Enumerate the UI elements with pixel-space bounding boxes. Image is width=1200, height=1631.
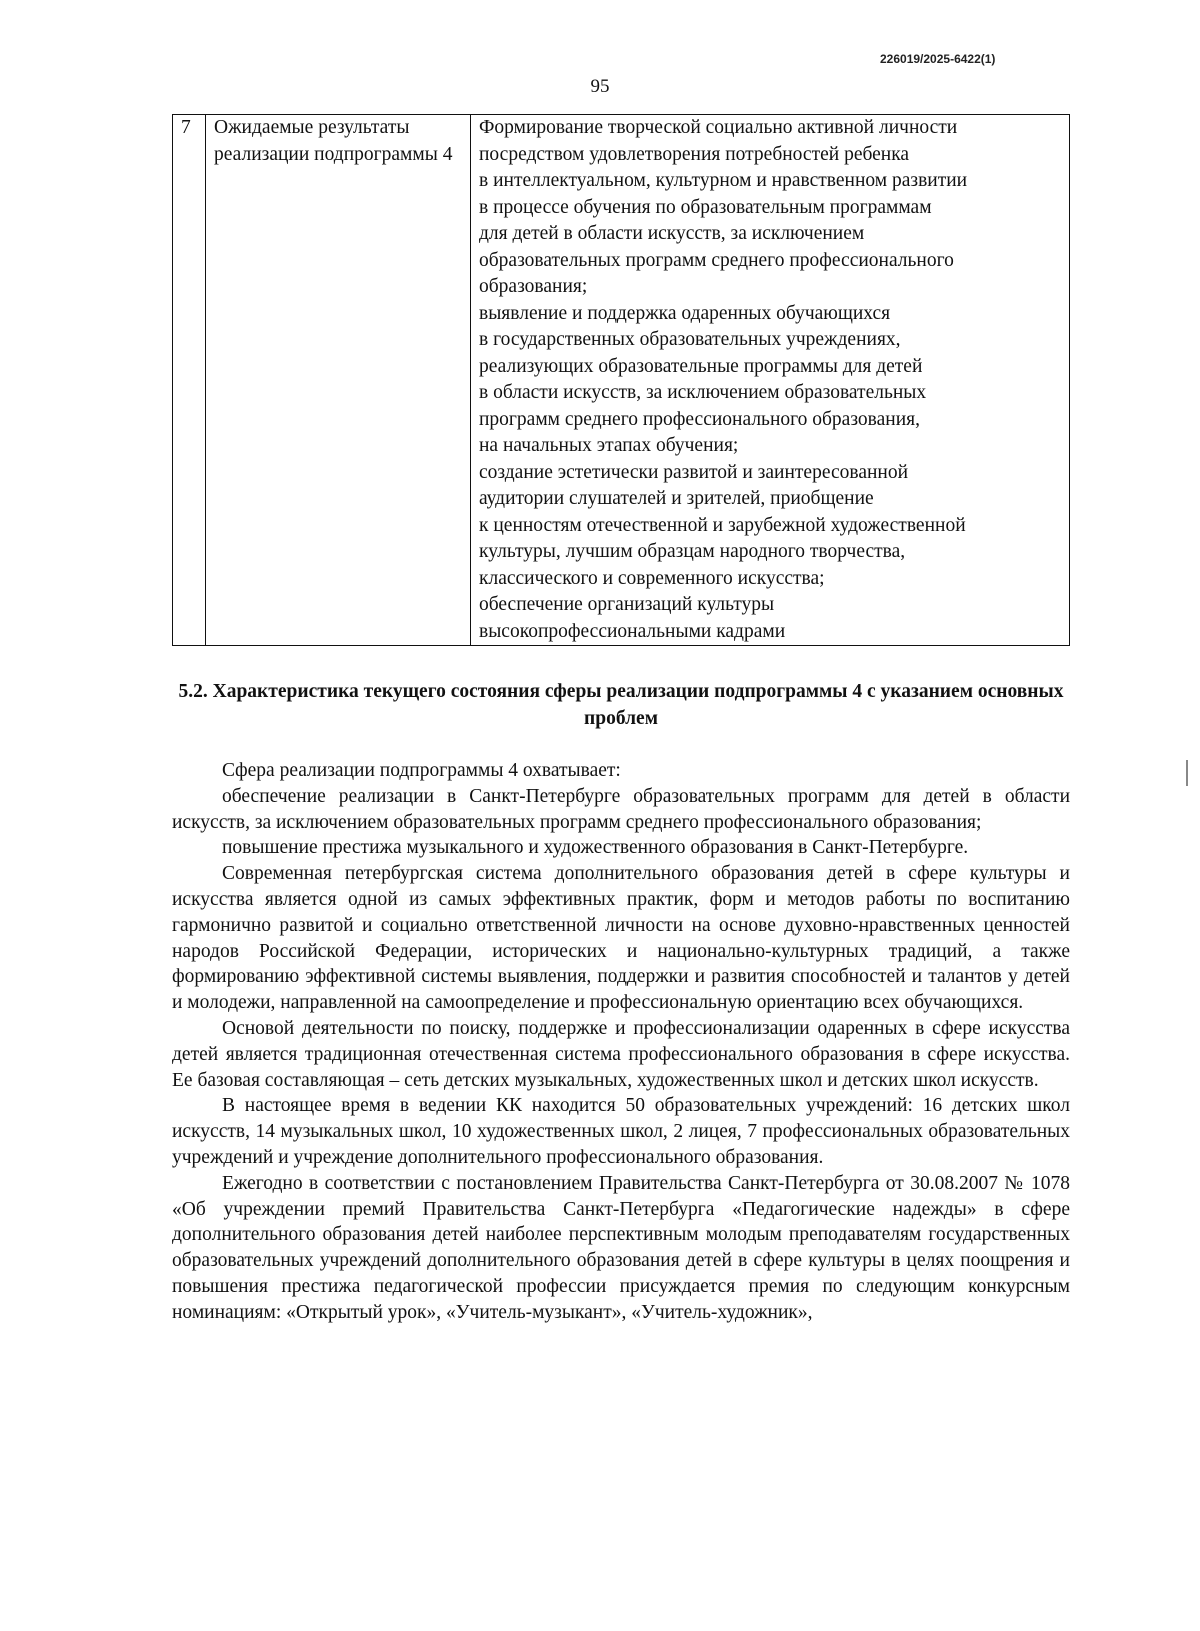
result-line: для детей в области искусств, за исключением — [479, 223, 865, 244]
page-number: 95 — [590, 76, 610, 97]
table-row — [173, 115, 1070, 646]
result-line: классического и современного искусства; — [479, 567, 825, 589]
row-title-cell — [206, 115, 471, 646]
row-title-text: Ожидаемые результаты реализации подпрограммы 4 — [214, 117, 453, 165]
paragraph: обеспечение реализации в Санкт-Петербурге образовательных программ для детей в области искусств, за исключением образовательных программ среднего профессионального образования; — [172, 785, 1070, 833]
result-line: высокопрофессиональными кадрами — [479, 620, 786, 642]
result-line: аудитории слушателей и зрителей, приобщение — [479, 488, 874, 509]
row-number-cell: 7 — [173, 115, 206, 646]
result-line: программ среднего профессионального образования, — [479, 408, 920, 430]
results-table — [172, 114, 1070, 646]
result-line: выявление и поддержка одаренных обучающихся — [479, 302, 891, 324]
result-line: Формирование творческой социально активной личности — [479, 117, 958, 138]
paragraph: Ежегодно в соответствии с постановлением Правительства Санкт-Петербурга от 30.08.2007 № 1078 «Об учреждении премий Правительства Санкт-Петербурга «Педагогические надежды» в сфере дополнительного образования детей наиболее перспективным молодым преподавателям государственных образовательных учреждений дополнительного образования детей в сфере культуры в целях поощрения и повышения престижа педагогической профессии присуждается премия по следующим конкурсным номинациям: «Открытый урок», «Учитель-музыкант», «Учитель-художник», — [172, 1172, 1070, 1323]
paragraph: повышение престижа музыкального и художественного образования в Санкт-Петербурге. — [222, 837, 969, 859]
result-line: образования; — [479, 276, 588, 297]
section-title: 5.2. Характеристика текущего состояния сферы реализации подпрограммы 4 с указанием основных проблем — [178, 681, 1064, 729]
paragraph: Сфера реализации подпрограммы 4 охватывает: — [222, 760, 621, 781]
section-body — [172, 758, 1070, 1326]
paragraph: Основой деятельности по поиску, поддержке и профессионализации одаренных в сфере искусства детей является традиционная отечественная система профессионального образования в сфере искусства. Ее базовая составляющая – сеть детских музыкальных, художественных школ и детских школ искусств. — [172, 1017, 1070, 1091]
document-reference-number: 226019/2025-6422(1) — [880, 52, 996, 66]
result-line: в процессе обучения по образовательным программам — [479, 196, 932, 218]
result-line: в государственных образовательных учреждениях, — [479, 329, 901, 350]
result-line: образовательных программ среднего профессионального — [479, 249, 954, 271]
result-line: обеспечение организаций культуры — [479, 594, 775, 615]
result-line: реализующих образовательные программы для детей — [479, 355, 923, 377]
result-line: на начальных этапах обучения; — [479, 435, 739, 456]
result-line: посредством удовлетворения потребностей ребенка — [479, 143, 910, 165]
scan-margin-mark — [1186, 760, 1188, 786]
result-line: в области искусств, за исключением образовательных — [479, 382, 927, 403]
paragraph: В настоящее время в ведении КК находится 50 образовательных учреждений: 16 детских школ искусств, 14 музыкальных школ, 10 художественных школ, 2 лицея, 7 профессиональных образовательных учреждений и учреждение дополнительного профессионального образования. — [172, 1095, 1070, 1168]
result-line: в интеллектуальном, культурном и нравственном развитии — [479, 170, 968, 191]
paragraph: Современная петербургская система дополнительного образования детей в сфере культуры и искусства является одной из самых эффективных практик, форм и методов работы по воспитанию гармонично развитой и социально ответственной личности на основе духовно-нравственных ценностей народов Российской Федерации, исторических и национально-культурных традиций, а также формированию эффективной системы выявления, поддержки и развития способностей и талантов у детей и молодежи, направленной на самоопределение и профессиональную ориентацию всех обучающихся. — [172, 863, 1070, 1014]
result-line: культуры, лучшим образцам народного творчества, — [479, 541, 906, 562]
result-line: к ценностям отечественной и зарубежной художественной — [479, 514, 966, 536]
expected-results-cell — [471, 115, 1070, 646]
result-line: создание эстетически развитой и заинтересованной — [479, 461, 909, 483]
